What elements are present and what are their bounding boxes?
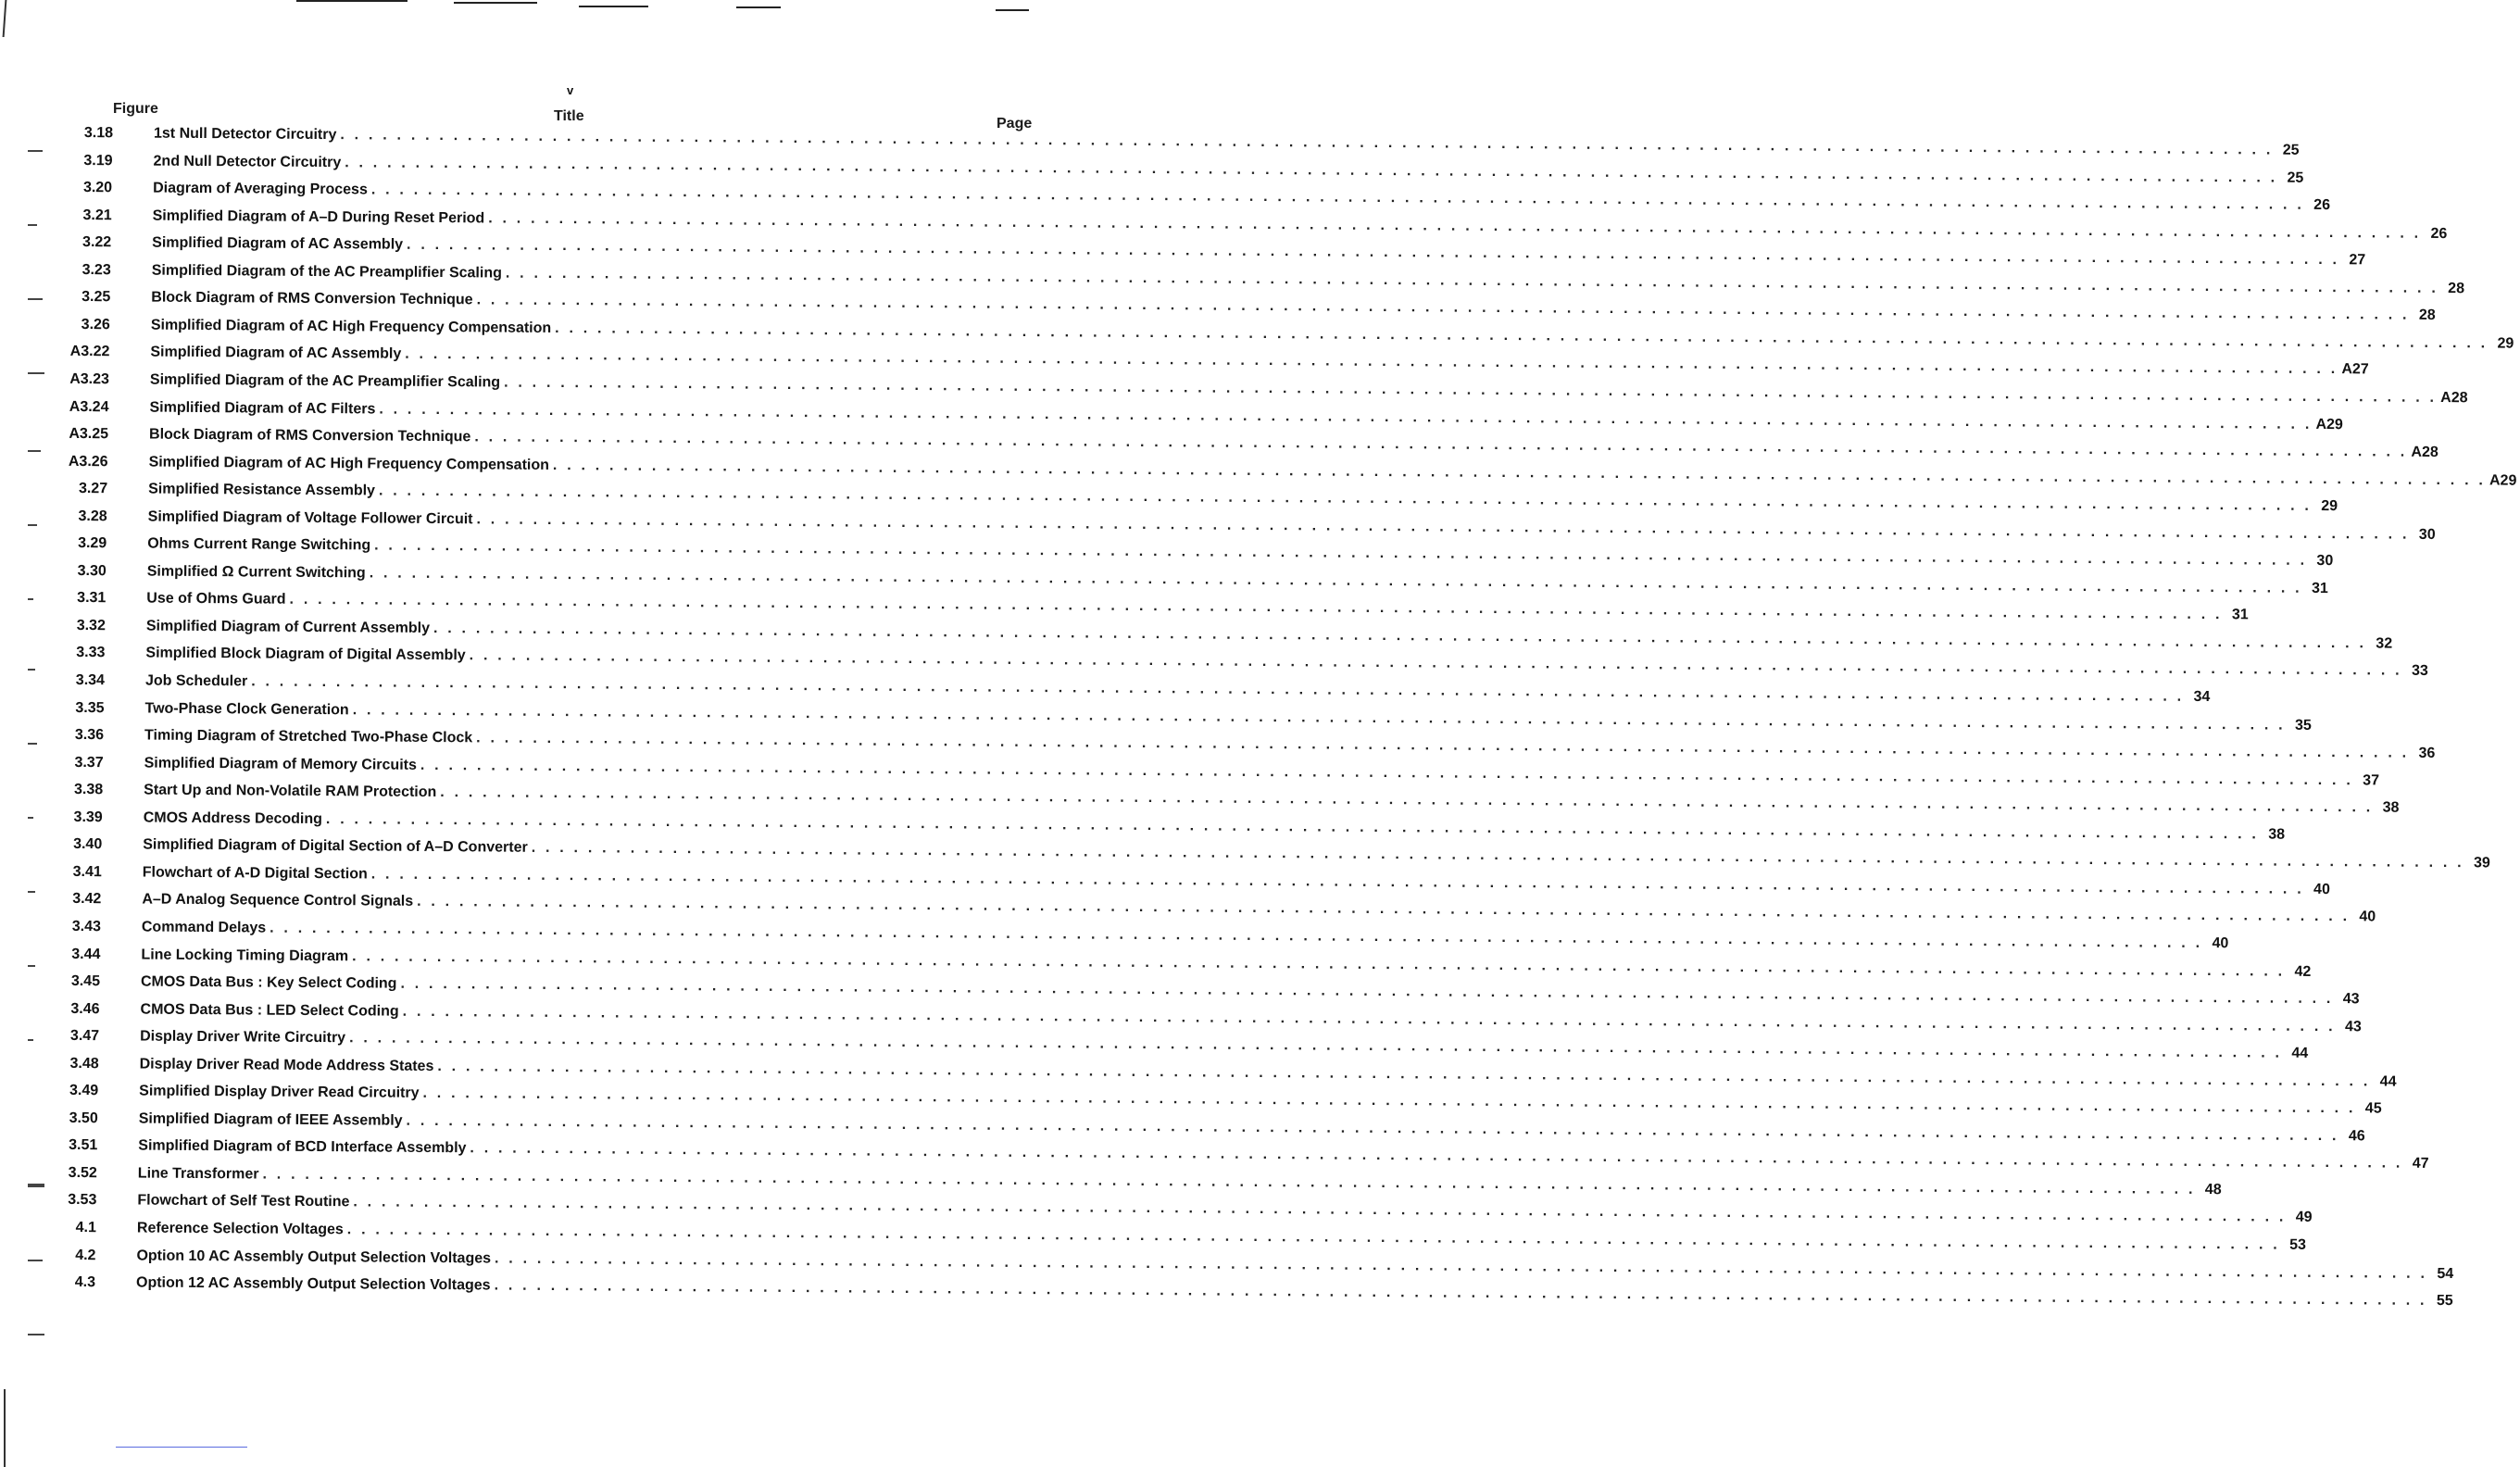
figure-title: Display Driver Write Circuitry [140,1028,346,1047]
figure-title: Job Scheduler [144,672,248,690]
figure-entry [40,207,2448,242]
page-reference: 28 [2418,307,2436,324]
figure-title: Simplified Diagram of IEEE Assembly [138,1110,403,1129]
dot-leader: . . . . . . . . . . . . . . . . . . . . . . . . . . . . . . . . . . . . . . . . . . . . . . . . . . . . . . . . . . . . . . . . . . . . . . . . . . . . . . . . . . . . . . . . . . . . . . . . . . . . . . . . . . . . . . . . . . . . . . . . . . . . . . . . . . . . . . . . . [405,346,2338,378]
page-reference: A28 [2440,389,2468,407]
figure-entry [27,1028,2309,1062]
figure-number: 3.35 [75,699,105,716]
column-header-page: Page [997,116,1033,132]
figure-entry [27,1055,2397,1090]
dot-leader: . . . . . . . . . . . . . . . . . . . . . . . . . . . . . . . . . . . . . . . . . . . . . . . . . . . . . . . . . . . . . . . . . . . . . . . . . . . . . . . . . . . . . . . . . . . . . . . . . . . . . . . . . . . . . . . . . . . . . . . . . . . . . . . . . . . . . . . . . [374,537,2308,570]
page-reference: 26 [2430,225,2448,242]
dot-leader: . . . . . . . . . . . . . . . . . . . . . . . . . . . . . . . . . . . . . . . . . . . . . . . . . . . . . . . . . . . . . . . . . . . . . . . . . . . . . . . . . . . . . . . . . . . . . . . . . . . . . . . . . . . . . . . . . . . . . . . . . . . . . . . . . . . . . . . . . [400,975,2334,1008]
dot-leader: . . . . . . . . . . . . . . . . . . . . . . . . . . . . . . . . . . . . . . . . . . . . . . . . . . . . . . . . . . . . . . . . . . . . . . . . . . . . . . . . . . . . . . . . . . . . . . . . . . . . . . . . . . . . . . . . . . . . . . . . . . . . . . . . . . . . . . . . . [505,265,2439,296]
figure-number: 3.52 [68,1164,97,1182]
page-reference: 27 [2349,252,2366,269]
scan-margin-mark [28,450,41,452]
figure-entry [28,946,2312,980]
figure-title: Simplified Diagram of the AC Preamplifier Scaling [151,262,502,282]
dot-leader: . . . . . . . . . . . . . . . . . . . . . . . . . . . . . . . . . . . . . . . . . . . . . . . . . . . . . . . . . . . . . . . . . . . . . . . . . . . . . . . . . . . . . . . . . . . . . . . . . . . . . . . . . . . . . . . . . . . . . . . . . . . . . . . . . . . . . . . . . [325,810,2260,843]
page-reference: 37 [2363,771,2380,789]
figure-number: 3.44 [71,946,101,962]
dot-leader: . . . . . . . . . . . . . . . . . . . . . . . . . . . . . . . . . . . . . . . . . . . . . . . . . . . . . . . . . . . . . . . . . . . . . . . . . . . . . . . . . . . . . . . . . . . . . . . . . . . . . . . . . . . . . . . . . . . . . . . . . . . . . . . . . . . . . . . . . [402,1003,2336,1034]
page-reference: 36 [2418,745,2436,762]
figure-title: Timing Diagram of Stretched Two-Phase Clock [144,727,473,746]
page-reference: 40 [2359,909,2376,925]
dot-leader: . . . . . . . . . . . . . . . . . . . . . . . . . . . . . . . . . . . . . . . . . . . . . . . . . . . . . . . . . . . . . . . . . . . . . . . . . . . . . . . . . . . . . . . . . . . . . . . . . . . . . . . . . . . . . . . . . . . . . . . . . . . . . . . . . . . . . . . . . [555,320,2489,352]
figure-entry [36,425,2439,461]
figure-number: 3.48 [69,1055,99,1072]
figure-title: Simplified Resistance Assembly [148,481,376,499]
dot-leader: . . . . . . . . . . . . . . . . . . . . . . . . . . . . . . . . . . . . . . . . . . . . . . . . . . . . . . . . . . . . . . . . . . . . . . . . . . . . . . . . . . . . . . . . . . . . . . . . . . . . . . . . . . . . . . . . . . . . . . . . . . . . . . . . . . . . . . . . . [422,1085,2356,1117]
figure-title: CMOS Address Decoding [143,809,323,827]
page-reference: 46 [2348,1128,2365,1145]
figure-entry [23,1247,2454,1282]
figure-entry [26,1083,2382,1117]
scan-margin-mark [28,224,37,226]
figure-number: 3.31 [77,590,107,607]
dot-leader: . . . . . . . . . . . . . . . . . . . . . . . . . . . . . . . . . . . . . . . . . . . . . . . . . . . . . . . . . . . . . . . . . . . . . . . . . . . . . . . . . . . . . . . . . . . . . . . . . . . . . . . . . . . . . . . . . . . . . . . . . . . . . . . . . . . . . . . . . [251,673,2185,705]
figure-number: 3.43 [71,918,101,935]
figure-entry [27,1000,2362,1034]
figure-entry [31,699,2312,734]
figure-number: A3.24 [69,398,109,415]
page-reference: 29 [2497,335,2514,352]
figure-entry [25,1164,2222,1198]
figure-entry [36,398,2343,433]
figure-number: A3.23 [69,370,110,388]
scan-left-edge [4,1389,6,1467]
page-reference: A29 [2315,416,2343,433]
scan-top-rule [454,2,537,4]
figure-number: 3.46 [70,1000,100,1017]
figure-title: Simplified Diagram of the AC Preamplifier Scaling [149,371,501,391]
page-reference: 39 [2473,855,2490,871]
figure-title: CMOS Data Bus : Key Select Coding [140,973,397,992]
page-reference: 25 [2287,169,2304,186]
dot-leader: . . . . . . . . . . . . . . . . . . . . . . . . . . . . . . . . . . . . . . . . . . . . . . . . . . . . . . . . . . . . . . . . . . . . . . . . . . . . . . . . . . . . . . . . . . . . . . . . . . . . . . . . . . . . . . . . . . . . . . . . . . . . . . . . . . . . . . . . . [349,1030,2283,1061]
dot-leader: . . . . . . . . . . . . . . . . . . . . . . . . . . . . . . . . . . . . . . . . . . . . . . . . . . . . . . . . . . . . . . . . . . . . . . . . . . . . . . . . . . . . . . . . . . . . . . . . . . . . . . . . . . . . . . . . . . . . . . . . . . . . . . . . . . . . . . . . . [407,236,2340,269]
figure-entry [39,234,2366,269]
dot-leader: . . . . . . . . . . . . . . . . . . . . . . . . . . . . . . . . . . . . . . . . . . . . . . . . . . . . . . . . . . . . . . . . . . . . . . . . . . . . . . . . . . . . . . . . . . . . . . . . . . . . . . . . . . . . . . . . . . . . . . . . . . . . . . . . . . . . . . . . . [494,1250,2428,1282]
column-header-title: Title [554,108,584,124]
page-reference: 32 [2376,635,2393,652]
page-reference: 30 [2316,553,2334,570]
figure-title: Simplified Diagram of Digital Section of A–D Converter [143,836,528,857]
figure-title: A–D Analog Sequence Control Signals [142,891,414,910]
figure-title: Line Locking Timing Diagram [141,947,349,964]
scan-bottom-line [116,1447,247,1448]
figure-number: 3.26 [81,316,110,333]
figure-number: 3.40 [73,836,103,853]
figure-number: 3.45 [70,972,101,990]
figure-entry [39,261,2465,296]
figure-number: 4.1 [75,1219,97,1236]
scan-top-rule [579,6,648,7]
figure-title: Line Transformer [137,1165,259,1183]
figure-number: 3.18 [83,125,114,142]
figure-title: Option 10 AC Assembly Output Selection Voltages [136,1248,492,1267]
figure-entry [34,562,2328,596]
dot-leader: . . . . . . . . . . . . . . . . . . . . . . . . . . . . . . . . . . . . . . . . . . . . . . . . . . . . . . . . . . . . . . . . . . . . . . . . . . . . . . . . . . . . . . . . . . . . . . . . . . . . . . . . . . . . . . . . . . . . . . . . . . . . . . . . . . . . . . . . . [370,182,2305,213]
figure-number: 3.38 [73,782,104,798]
dot-leader: . . . . . . . . . . . . . . . . . . . . . . . . . . . . . . . . . . . . . . . . . . . . . . . . . . . . . . . . . . . . . . . . . . . . . . . . . . . . . . . . . . . . . . . . . . . . . . . . . . . . . . . . . . . . . . . . . . . . . . . . . . . . . . . . . . . . . . . . . [494,1277,2427,1310]
dot-leader: . . . . . . . . . . . . . . . . . . . . . . . . . . . . . . . . . . . . . . . . . . . . . . . . . . . . . . . . . . . . . . . . . . . . . . . . . . . . . . . . . . . . . . . . . . . . . . . . . . . . . . . . . . . . . . . . . . . . . . . . . . . . . . . . . . . . . . . . . [417,894,2351,925]
figure-number: 3.39 [73,809,103,825]
figure-number: 3.34 [75,671,106,689]
figure-number: 3.51 [69,1137,98,1154]
dot-leader: . . . . . . . . . . . . . . . . . . . . . . . . . . . . . . . . . . . . . . . . . . . . . . . . . . . . . . . . . . . . . . . . . . . . . . . . . . . . . . . . . . . . . . . . . . . . . . . . . . . . . . . . . . . . . . . . . . . . . . . . . . . . . . . . . . . . . . . . . [476,511,2410,543]
figure-number: 3.29 [78,535,107,552]
dot-leader: . . . . . . . . . . . . . . . . . . . . . . . . . . . . . . . . . . . . . . . . . . . . . . . . . . . . . . . . . . . . . . . . . . . . . . . . . . . . . . . . . . . . . . . . . . . . . . . . . . . . . . . . . . . . . . . . . . . . . . . . . . . . . . . . . . . . . . . . . [504,374,2438,406]
dot-leader: . . . . . . . . . . . . . . . . . . . . . . . . . . . . . . . . . . . . . . . . . . . . . . . . . . . . . . . . . . . . . . . . . . . . . . . . . . . . . . . . . . . . . . . . . . . . . . . . . . . . . . . . . . . . . . . . . . . . . . . . . . . . . . . . . . . . . . . . . [345,154,2278,186]
figure-entry [34,535,2334,570]
figure-title: Simplified Diagram of AC Filters [149,399,376,417]
figure-entry [30,836,2490,871]
figure-number: 3.37 [74,754,104,771]
dot-leader: . . . . . . . . . . . . . . . . . . . . . . . . . . . . . . . . . . . . . . . . . . . . . . . . . . . . . . . . . . . . . . . . . . . . . . . . . . . . . . . . . . . . . . . . . . . . . . . . . . . . . . . . . . . . . . . . . . . . . . . . . . . . . . . . . . . . . . . . . [340,127,2274,158]
figure-entry [35,508,2436,543]
page-reference: 55 [2436,1293,2453,1310]
page-reference: 43 [2342,991,2360,1008]
figure-entry [31,754,2380,789]
figure-number: 3.32 [76,617,106,634]
dot-leader: . . . . . . . . . . . . . . . . . . . . . . . . . . . . . . . . . . . . . . . . . . . . . . . . . . . . . . . . . . . . . . . . . . . . . . . . . . . . . . . . . . . . . . . . . . . . . . . . . . . . . . . . . . . . . . . . . . . . . . . . . . . . . . . . . . . . . . . . . [346,1222,2281,1253]
figure-entry [37,344,2369,378]
page-reference: 34 [2193,688,2211,706]
figure-title: Command Delays [141,919,267,936]
figure-number: 3.30 [77,562,107,580]
figure-title: Simplified Diagram of AC High Frequency Compensation [150,317,552,336]
dot-leader: . . . . . . . . . . . . . . . . . . . . . . . . . . . . . . . . . . . . . . . . . . . . . . . . . . . . . . . . . . . . . . . . . . . . . . . . . . . . . . . . . . . . . . . . . . . . . . . . . . . . . . . . . . . . . . . . . . . . . . . . . . . . . . . . . . . . . . . . . [440,784,2374,816]
figure-title: Display Driver Read Mode Address States [139,1056,434,1074]
figure-number: 3.47 [69,1028,100,1045]
figure-entry [41,125,2300,158]
page-reference: 44 [2291,1045,2309,1062]
page-reference: 44 [2379,1073,2397,1090]
page-reference: A27 [2341,361,2369,378]
figure-number: 3.41 [72,863,102,881]
scan-margin-mark [28,1334,44,1335]
scan-top-rule [996,9,1029,11]
page-reference: 33 [2411,663,2428,680]
figure-title: Flowchart of Self Test Routine [137,1192,350,1210]
page-reference: 35 [2294,717,2312,734]
figure-entry [40,152,2304,186]
figure-number: 3.19 [83,152,113,169]
page-reference: 38 [2268,826,2286,843]
dot-leader: . . . . . . . . . . . . . . . . . . . . . . . . . . . . . . . . . . . . . . . . . . . . . . . . . . . . . . . . . . . . . . . . . . . . . . . . . . . . . . . . . . . . . . . . . . . . . . . . . . . . . . . . . . . . . . . . . . . . . . . . . . . . . . . . . . . . . . . . . [289,592,2223,623]
dot-leader: . . . . . . . . . . . . . . . . . . . . . . . . . . . . . . . . . . . . . . . . . . . . . . . . . . . . . . . . . . . . . . . . . . . . . . . . . . . . . . . . . . . . . . . . . . . . . . . . . . . . . . . . . . . . . . . . . . . . . . . . . . . . . . . . . . . . . . . . . [476,730,2410,761]
figure-entry [33,617,2393,652]
figure-number: 3.21 [82,207,112,223]
figure-title: Simplified Diagram of Voltage Follower Circuit [147,508,473,527]
figure-number: 3.22 [82,234,112,251]
dot-leader: . . . . . . . . . . . . . . . . . . . . . . . . . . . . . . . . . . . . . . . . . . . . . . . . . . . . . . . . . . . . . . . . . . . . . . . . . . . . . . . . . . . . . . . . . . . . . . . . . . . . . . . . . . . . . . . . . . . . . . . . . . . . . . . . . . . . . . . . . [437,1058,2371,1090]
figure-number: 4.3 [74,1274,96,1291]
page-reference: 43 [2344,1018,2362,1034]
dot-leader: . . . . . . . . . . . . . . . . . . . . . . . . . . . . . . . . . . . . . . . . . . . . . . . . . . . . . . . . . . . . . . . . . . . . . . . . . . . . . . . . . . . . . . . . . . . . . . . . . . . . . . . . . . . . . . . . . . . . . . . . . . . . . . . . . . . . . . . . . [379,401,2313,433]
figure-entry [23,1274,2453,1310]
page-reference: A28 [2411,444,2439,461]
figure-number: 3.23 [81,261,111,278]
page-reference: A29 [2489,472,2517,489]
scan-margin-mark [28,598,33,600]
page-reference: 31 [2231,607,2249,623]
figure-title: Block Diagram of RMS Conversion Technique [148,426,471,445]
figure-title: Simplified Block Diagram of Digital Assembly [145,645,466,664]
dot-leader: . . . . . . . . . . . . . . . . . . . . . . . . . . . . . . . . . . . . . . . . . . . . . . . . . . . . . . . . . . . . . . . . . . . . . . . . . . . . . . . . . . . . . . . . . . . . . . . . . . . . . . . . . . . . . . . . . . . . . . . . . . . . . . . . . . . . . . . . . [474,429,2408,460]
figure-title: Use of Ohms Guard [146,590,286,608]
figure-entry [35,481,2338,515]
page-reference: 25 [2282,142,2300,158]
dot-leader: . . . . . . . . . . . . . . . . . . . . . . . . . . . . . . . . . . . . . . . . . . . . . . . . . . . . . . . . . . . . . . . . . . . . . . . . . . . . . . . . . . . . . . . . . . . . . . . . . . . . . . . . . . . . . . . . . . . . . . . . . . . . . . . . . . . . . . . . . [531,840,2464,871]
page-number: v [567,83,574,97]
page-reference: 31 [2311,580,2328,596]
figure-title: Two-Phase Clock Generation [144,700,349,718]
figure-title: Diagram of Averaging Process [153,180,368,198]
page-reference: 26 [2313,197,2331,214]
figure-title: Start Up and Non-Volatile RAM Protection [144,782,437,801]
figure-number: 3.27 [78,481,108,497]
figure-number: 3.33 [76,645,106,661]
page-reference: 54 [2437,1265,2454,1282]
dot-leader: . . . . . . . . . . . . . . . . . . . . . . . . . . . . . . . . . . . . . . . . . . . . . . . . . . . . . . . . . . . . . . . . . . . . . . . . . . . . . . . . . . . . . . . . . . . . . . . . . . . . . . . . . . . . . . . . . . . . . . . . . . . . . . . . . . . . . . . . . [476,292,2410,324]
page-reference: 49 [2295,1210,2313,1226]
figure-entry [26,1110,2365,1145]
figure-entry [33,590,2249,623]
figure-entry [40,180,2331,214]
figure-number: A3.25 [69,425,109,443]
page-reference: 45 [2364,1100,2382,1117]
figure-number: 3.36 [74,727,105,744]
page-reference: 42 [2294,963,2312,980]
dot-leader: . . . . . . . . . . . . . . . . . . . . . . . . . . . . . . . . . . . . . . . . . . . . . . . . . . . . . . . . . . . . . . . . . . . . . . . . . . . . . . . . . . . . . . . . . . . . . . . . . . . . . . . . . . . . . . . . . . . . . . . . . . . . . . . . . . . . . . . . . [370,866,2304,897]
dot-leader: . . . . . . . . . . . . . . . . . . . . . . . . . . . . . . . . . . . . . . . . . . . . . . . . . . . . . . . . . . . . . . . . . . . . . . . . . . . . . . . . . . . . . . . . . . . . . . . . . . . . . . . . . . . . . . . . . . . . . . . . . . . . . . . . . . . . . . . . . [406,1112,2339,1144]
dot-leader: . . . . . . . . . . . . . . . . . . . . . . . . . . . . . . . . . . . . . . . . . . . . . . . . . . . . . . . . . . . . . . . . . . . . . . . . . . . . . . . . . . . . . . . . . . . . . . . . . . . . . . . . . . . . . . . . . . . . . . . . . . . . . . . . . . . . . . . . . [420,757,2354,788]
figure-title: Block Diagram of RMS Conversion Technique [151,289,473,308]
figure-entry [25,1137,2429,1172]
figure-title: Simplified Diagram of A–D During Reset Period [152,207,485,227]
figure-entry [31,809,2286,843]
figure-title: Simplified Diagram of AC High Frequency Compensation [148,454,550,473]
figure-number: 3.20 [82,180,113,196]
figure-number: 3.42 [72,891,102,908]
scan-left-edge [3,0,7,37]
figure-title: Option 12 AC Assembly Output Selection Voltages [135,1274,491,1294]
figure-title: 2nd Null Detector Circuitry [153,153,342,170]
dot-leader: . . . . . . . . . . . . . . . . . . . . . . . . . . . . . . . . . . . . . . . . . . . . . . . . . . . . . . . . . . . . . . . . . . . . . . . . . . . . . . . . . . . . . . . . . . . . . . . . . . . . . . . . . . . . . . . . . . . . . . . . . . . . . . . . . . . . . . . . . [369,565,2302,596]
figure-number: A3.22 [69,344,110,360]
page-reference: 28 [2448,280,2465,296]
figure-entry [24,1219,2307,1253]
page-reference: 40 [2212,935,2229,952]
figure-entry [38,289,2436,324]
scan-top-rule [736,6,781,8]
figure-title: Simplified Diagram of AC Assembly [152,234,404,253]
figure-number: 3.50 [69,1110,98,1126]
figure-title: Simplified Display Driver Read Circuitry [139,1083,420,1102]
scan-margin-mark [28,669,35,671]
dot-leader: . . . . . . . . . . . . . . . . . . . . . . . . . . . . . . . . . . . . . . . . . . . . . . . . . . . . . . . . . . . . . . . . . . . . . . . . . . . . . . . . . . . . . . . . . . . . . . . . . . . . . . . . . . . . . . . . . . . . . . . . . . . . . . . . . . . . . . . . . [470,1140,2403,1172]
dot-leader: . . . . . . . . . . . . . . . . . . . . . . . . . . . . . . . . . . . . . . . . . . . . . . . . . . . . . . . . . . . . . . . . . . . . . . . . . . . . . . . . . . . . . . . . . . . . . . . . . . . . . . . . . . . . . . . . . . . . . . . . . . . . . . . . . . . . . . . . . [378,483,2313,515]
figure-title: Reference Selection Voltages [136,1220,344,1238]
page-reference: 38 [2382,799,2400,816]
figure-title: Ohms Current Range Switching [147,535,371,554]
dot-leader: . . . . . . . . . . . . . . . . . . . . . . . . . . . . . . . . . . . . . . . . . . . . . . . . . . . . . . . . . . . . . . . . . . . . . . . . . . . . . . . . . . . . . . . . . . . . . . . . . . . . . . . . . . . . . . . . . . . . . . . . . . . . . . . . . . . . . . . . . [352,701,2286,734]
figure-entry [29,891,2376,925]
figure-entry [30,863,2330,897]
figure-number: 3.53 [68,1192,97,1209]
figure-title: Simplified Diagram of AC Assembly [150,344,402,363]
page-reference: 48 [2204,1181,2222,1198]
figure-title: CMOS Data Bus : LED Select Coding [140,1001,399,1020]
dot-leader: . . . . . . . . . . . . . . . . . . . . . . . . . . . . . . . . . . . . . . . . . . . . . . . . . . . . . . . . . . . . . . . . . . . . . . . . . . . . . . . . . . . . . . . . . . . . . . . . . . . . . . . . . . . . . . . . . . . . . . . . . . . . . . . . . . . . . . . . . [270,920,2203,951]
dot-leader: . . . . . . . . . . . . . . . . . . . . . . . . . . . . . . . . . . . . . . . . . . . . . . . . . . . . . . . . . . . . . . . . . . . . . . . . . . . . . . . . . . . . . . . . . . . . . . . . . . . . . . . . . . . . . . . . . . . . . . . . . . . . . . . . . . . . . . . . . [469,647,2402,680]
figure-number: 3.25 [81,289,111,306]
dot-leader: . . . . . . . . . . . . . . . . . . . . . . . . . . . . . . . . . . . . . . . . . . . . . . . . . . . . . . . . . . . . . . . . . . . . . . . . . . . . . . . . . . . . . . . . . . . . . . . . . . . . . . . . . . . . . . . . . . . . . . . . . . . . . . . . . . . . . . . . . [433,620,2367,652]
dot-leader: . . . . . . . . . . . . . . . . . . . . . . . . . . . . . . . . . . . . . . . . . . . . . . . . . . . . . . . . . . . . . . . . . . . . . . . . . . . . . . . . . . . . . . . . . . . . . . . . . . . . . . . . . . . . . . . . . . . . . . . . . . . . . . . . . . . . . . . . . [353,1194,2287,1226]
dot-leader: . . . . . . . . . . . . . . . . . . . . . . . . . . . . . . . . . . . . . . . . . . . . . . . . . . . . . . . . . . . . . . . . . . . . . . . . . . . . . . . . . . . . . . . . . . . . . . . . . . . . . . . . . . . . . . . . . . . . . . . . . . . . . . . . . . . . . . . . . [488,210,2422,242]
figure-title: Simplified Diagram of Current Assembly [145,618,431,636]
dot-leader: . . . . . . . . . . . . . . . . . . . . . . . . . . . . . . . . . . . . . . . . . . . . . . . . . . . . . . . . . . . . . . . . . . . . . . . . . . . . . . . . . . . . . . . . . . . . . . . . . . . . . . . . . . . . . . . . . . . . . . . . . . . . . . . . . . . . . . . . . [352,947,2286,980]
column-header-figure: Figure [113,101,158,117]
figure-title: Simplified Diagram of BCD Interface Assembly [138,1137,467,1157]
figure-number: 3.28 [78,508,107,524]
figure-title: Simplified Ω Current Switching [146,563,366,582]
figure-number: 4.2 [75,1247,96,1263]
page-reference: 40 [2313,881,2330,897]
figure-title: Simplified Diagram of Memory Circuits [144,755,417,773]
figure-entry [29,918,2229,952]
figure-number: A3.26 [68,453,108,470]
figure-entry [32,671,2211,706]
page-reference: 29 [2321,498,2338,515]
figure-entry [28,972,2360,1008]
dot-leader: . . . . . . . . . . . . . . . . . . . . . . . . . . . . . . . . . . . . . . . . . . . . . . . . . . . . . . . . . . . . . . . . . . . . . . . . . . . . . . . . . . . . . . . . . . . . . . . . . . . . . . . . . . . . . . . . . . . . . . . . . . . . . . . . . . . . . . . . . [552,457,2487,488]
page-reference: 30 [2418,526,2436,543]
figure-entry [31,782,2400,816]
figure-title: Flowchart of A-D Digital Section [142,864,368,883]
scan-top-rule [296,0,407,2]
figure-entry [24,1192,2313,1226]
figure-entry [31,727,2436,762]
figure-number: 3.49 [69,1083,99,1099]
figure-title: 1st Null Detector Circuitry [153,125,337,144]
page-reference: 47 [2412,1156,2429,1172]
page-reference: 53 [2289,1236,2307,1253]
dot-leader: . . . . . . . . . . . . . . . . . . . . . . . . . . . . . . . . . . . . . . . . . . . . . . . . . . . . . . . . . . . . . . . . . . . . . . . . . . . . . . . . . . . . . . . . . . . . . . . . . . . . . . . . . . . . . . . . . . . . . . . . . . . . . . . . . . . . . . . . . [262,1166,2196,1197]
